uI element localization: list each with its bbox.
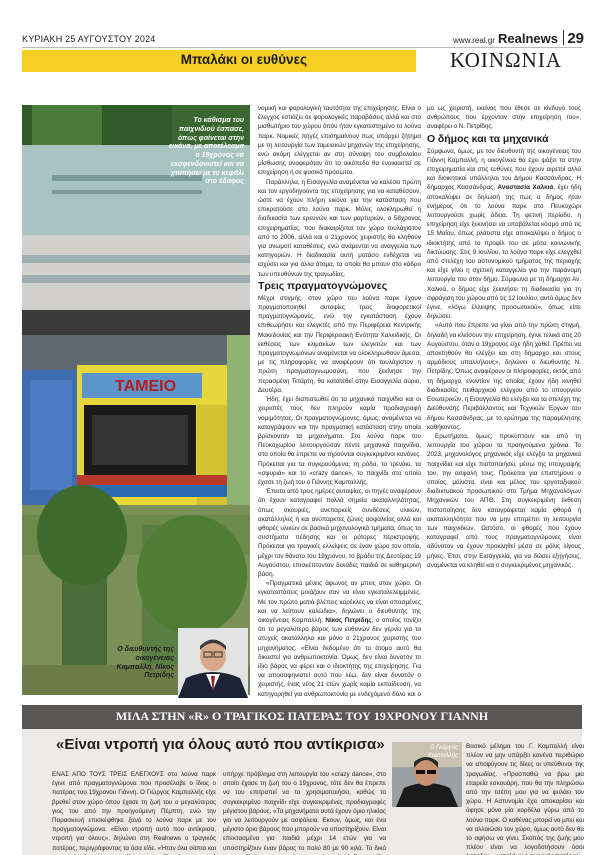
- masthead: [453, 31, 558, 46]
- paragraph: Ερωτήματα, όμως, προκύπτουν και από τη λειτουργία του χώρου τα προηγούμενα χρόνια. Το 2023, μηχανολόγος μηχανικός είχε ελέγξει τα μηχανικά παιχνίδια και είχε πιστοποιήσει, μέσω της υπογραφής του, την ασφαλή τους. Πρόκειται για επιστήμονα ο οποίος, μάλιστα, είναι και μέλος του εργοταξιακού διαδικτυακού προσωπικού στο Τμήμα Μηχανολόγων Μηχανικών του ΑΠΘ. Στη συγκεκριμένη έκθεση πιστοποίησης δεν καταγράφεται καμία φθορά ή ακαταλληλότητα που να μην επιτρέπει τη λειτουργία των παιχνιδιών. Ωστόσο, οι φθορές που έχουν καταγραφεί από τους πραγματογνώμονες είναι αδύνατον να έχουν προκληθεί μέσα σε μόλις λίγους μήνες. Έτσι, στην Εισαγγελία, για να δώσει εξηγήσεις, αναμένεται να κληθεί και ο συγκεκριμένος μηχανικός.: [427, 432, 581, 569]
- quote-text: ο οποίος τονίζει ότι το μεγαλύτερο βάρος των ευθυνών δεν γέρνει για τα ατυχείς ακατάλληλα και μόνο ο 21χρονος χειριστής του μηχανήματος. «Είναι δεδομένο ότι το άτομο αυτό θα δικαστεί για ανθρωποκτονία. Όμως, δεν είναι δυνατόν το ίδιο βάρος να φέρει και ο ιδιοκτήτης της επιχείρησης. Για να αποσαφηνιστεί αυτό που λέω, δεν είναι δυνατόν ο χειριστής, ένας νέος 21 ετών χωρίς καμία εκπαίδευση, να κατηγορηθεί για ανθρωποκτονία με ενδεχόμενο δόλο και ο: [258, 616, 421, 698]
- paragraph: Μέχρι στιγμής, στον χώρο του λούνα παρκ έχουν πραγματοποιηθεί αυτοψίες τρεις διαφορετικοί πραγματογνώμονες, ενώ την εγκατάσταση έχουν επιθεωρήσει και ελεγκτές από την Περιφέρεια Κεντρικής Μακεδονίας και την Περιφερειακή Ενότητα Χαλκιδικής. Οι εκθέσεις των κλιμακίων των ελεγκτών και των πραγματογνωμόνων αναμένεται να ολοκληρωθούν άμεσα, με τις πληροφορίες να αναφέρουν ότι τουλάχιστον η πρώτη πραγματογνωμοσύνη, που ξεκίνησε την περασμένη Τετάρτη, θα κατατεθεί στην Εισαγγελία αύριο, Δευτέρα.: [258, 294, 421, 394]
- portrait-caption: Ο διευθυντής της οικογένειας Καμπαλλή, Νίκος Πετρίδης: [116, 646, 174, 680]
- paragraph: νομική και φορολογική ταυτότητα της επιχείρησης. Είναι ο έλεγχος εστιάζει σε φορολογικές παραβάσεις αλλά και στο μισθωτήριο του χώρου όπου ήταν εγκατεστημένο το λούνα παρκ. Νομικές πηγές επισημαίνουν πως υπάρχει ζήτημα με τη λειτουργία των ταμειακών μηχανών της επιχείρησης, ενώ ακόμη ελέγχεται αν στη σύναψη του συμβολαίου μίσθωσης αναφερόταν ότι το οικόπεδο θα ενοικιαστεί σε επιχείρηση ή σε φυσικό πρόσωπο.: [258, 105, 421, 177]
- interview-quote: «Είναι ντροπή για όλους αυτό που αντίκρισα»: [56, 736, 385, 753]
- paragraph: «Πραγματικά μένεις άφωνος αν μπεις στον χώρο. Οι εγκαταστάσεις μοιάζουν σαν να είναι εγκαταλελειμμένες. Με τον πρώτο ματιά βλέπεις καρέκλες να είναι σπασμένες και να λείπουν καλώδια», δηλώνει ο διευθυντής της οικογένειας Καμπαλλή, Νίκος Πετρίδης, ο οποίος τονίζει ότι το μεγαλύτερο βάρος των ευθυνών δεν γέρνει για τα ατυχείς ακατάλληλα και μόνο ο 21χρονος χειριστής του μηχανήματος. «Είναι δεδομένο ότι το άτομο αυτό θα δικαστεί για ανθρωποκτονία. Όμως, δεν είναι δυνατόν το ίδιο βάρος να φέρει και ο ιδιοκτήτης της επιχείρησης. Για να αποσαφηνιστεί αυτό που λέω, δεν είναι δυνατόν ο χειριστής, ένας νέος 21 ετών χωρίς καμία εκπαίδευση, να κατηγορηθεί για ανθρωποκτονία με ενδεχόμενο δόλο και ο: [258, 579, 421, 699]
- issue-date: ΚΥΡΙΑΚΗ 25 ΑΥΓΟΥΣΤΟΥ 2024: [22, 34, 156, 44]
- interview-column-2: [223, 770, 386, 855]
- portrait-illustration: [178, 628, 248, 698]
- text: Σύμφωνα, όμως, με τον διευθυντή της οικογένειας του Γιάννη Καμπαλλή, η οικογένεια θα έχει ψάξει τα στην επιχειρηματία και στις ευθύνες που έχουν αιρετοί αλλά και διοικητικοί υπάλληλοι του Δήμου Κασσάνδρας. Η δήμαρχος Κασσάνδρας,: [427, 147, 581, 192]
- paragraph: Σύμφωνα, όμως, με τον διευθυντή της οικογένειας του Γιάννη Καμπαλλή, η οικογένεια θα έχει ψάξει τα στην επιχειρηματία και στις ευθύνες που έχουν αιρετοί αλλά και διοικητικοί υπάλληλοι του Δήμου Κασσάνδρας. Η δήμαρχος Κασσάνδρας, Αναστασία Χαλκιά, έχει ήδη αποκαλύψει σε δηλωσή της πως ο δήμος ήταν ενήμερος ότι το λούνα παρκ στο Πευκοχώρι λειτουργούσε χωρίς άδεια. Τη φετινή περίοδο, η επιχείρηση είχε ξεκινήσει να υποβάλεται κόσμο από τις 15 Μαΐου, όπως ρλάτιστα είχε αποκαλύψει ο δήμος ο ιδιοκτήτης από το προφίλ του σε μέσα κοινωνικής δικτύωσης. Στις 9 Ιουλίου, το λούνα παρκ είχε ελεγχθεί από στελέχη του αστυνομικού τμήματος της περιοχής και είχε γίνει η σχετική καταγγελία για την παράνομη λειτουργία του στον δήμο. Σύμφωνα με τη δήμαρχο Αν. Χαλκιά, ο δήμος είχε ξεκινήσει τη διαδικασία για τη σφράγιση του χώρου από τις 12 Ιουλίου, αυτό όμως δεν έγινε, «λόγω έλλειψης προσωπικού», όπως είπε δηλώσει.: [427, 147, 581, 321]
- interview-headline: ΜΙΛΑ ΣΤΗΝ «R» Ο ΤΡΑΓΙΚΟΣ ΠΑΤΕΡΑΣ ΤΟΥ 19ΧΡΟΝΟΥ ΓΙΑΝΝΗ: [115, 709, 489, 723]
- masthead-divider: [563, 30, 564, 45]
- quote-text: «Πραγματικά μένεις άφωνος αν μπεις στον χώρο. Οι εγκαταστάσεις μοιάζουν σαν να είναι εγκαταλελειμμένες. Με τον πρώτο ματιά βλέπεις καρέκλες να είναι σπασμένες και να λείπουν καλώδια», δηλώνει ο διευθυντής της οικογένειας Καμπαλλή,: [258, 580, 421, 624]
- section-title: ΚΟΙΝΩΝΙΑ: [450, 48, 562, 72]
- sign-text: ΤΑΜΕΙΟ: [115, 378, 177, 395]
- paragraph: Έπειτα από τρεις ημέρες αυτοψίας, οι πηγές αναφέρουν ότι έχουν καταγραφεί πολλά σημεία ακαταλληλότητας, όπως σκουριές, ανεπαρκείς συνδέσεις υλικών, ακατάλληλες ή και ανύπαρκτες ζώνες ασφαλείας αλλά και φθορές υλικών σε βασικά μηχανολογικά τμήματα, όπως τα συστήματα πέδησης και οι ρότορες περιστροφής. Πρόκειται για τραγικές ελλείψεις σε έναν χώρο τον οποίο, μέχρι τον θάνατο του 19χρονου, το βράδυ της Δευτέρας 19 Αυγούστου, επισκέπτονταν δεκάδες παιδιά σε καθημερινή βάση.: [258, 488, 421, 578]
- paragraph: υπήρχε πρόβλημα στη λειτουργία του «crazy dance», στο οποίο έχασε τη ζωή του ο 19χρονος, τότε δεν θα έπρεπε να του επιτραπεί να το χρησιμοποιήσει, καθώς το συγκεκριμένο παιχνίδι είχε συγκεκριμένες προδιαγραφές μέγιστου βάρους. «Τα μηχανήματα αυτά έχουν όριο ηλικίας για να λειτουργούν με ασφάλεια. Εκουν, όμως, και ένα μέγιστο όριο βάρους που μπορούν να υποστηρίξουν. Είναι επεκτασμένα για παιδιά μέχρι 14 ετών για να υποστηρίζουν έναν βάρος το πολύ 80 με 90 κιλά. Το δικό: [223, 771, 386, 852]
- page-number: 29: [567, 30, 584, 47]
- banner-title: Μπαλάκι οι ευθύνες: [180, 52, 307, 67]
- interview-column-1: [52, 770, 216, 855]
- site-url: www.real.gr: [453, 36, 495, 45]
- paragraph: Παράλληλα, η Εισαγγελία αναμένεται να καλέσει πρώτη και τον εργοδηγούντα της επιχείρησης για να καταθέσουν, ώστε να έχουν πλήρη εικόνα για την κατάσταση που επικρατούσε στο λούνα παρκ. Μόλις ολοκληρωθεί η διαδικασία των ερευνών και των μαρτυριών, ο 58χρονος επιχειρηματίας, που διακαιρίζεται τον χώρο τουλάχιστον από το 2006, αλλά και ο 21χρονος χειριστής θα κληθούν για ανωμοτί καταθέσεις, ενώ ανάμενται να αναγγελία των κατηγοριών. Η διαδικασία αυτή μοτάσο ενδέχεται να ισχύσει και για άλλα άτομα, τα οποία θα μπουν στο κάδρο των υπευθύνων της τραγωδίας.: [258, 178, 421, 278]
- paragraph: μο ως χειριστή, εκείνος που έθεσε σε κίνδυνο τους ανθρώπους που έρχονταν στην επιχείρηση του», αναφέρει ο Ν. Πετρίδης.: [427, 105, 581, 131]
- interview-portrait-caption: Ο Γιώργος Καμπαλλής: [427, 745, 458, 759]
- photo-caption: Το κάθισμα του παιχνιδιού έσπασε, όπως φαίνεται στην εικόνα, με αποτέλεσμα ο 19χρονος να εκσφενδονιστεί και να χτυπήσει με το κεφάλι στο έδαφος: [168, 117, 244, 186]
- brand-name: Realnews: [498, 31, 558, 46]
- paragraph: ΕΝΑΣ ΑΠΟ ΤΟΥΣ ΤΡΕΙΣ ΕΛΕΓΧΟΥΣ στο λούνα παρκ έγινε από πραγματογνώμονα που προσέλαβε ο ίδιος ο πατέρας του 19χρονου Γιάννη. Ο Γιώργος Καμπαλλής είχε βρεθεί στον χώρο όπου έχασε τη ζωή του ο μεγαλύτερος γιος του από την προηγούμενη Πέμπτη, ενώ την Παρασκευή επισκέφθηκε ξανά το λούνα παρκ με τον πραγματογνώμονα. «Είναι ντροπή αυτό που αντίκρισα, ντροπή για όλους», δηλώνει στη Realnews ο τραγικός πατέρας, περιγράφοντας τα όσα είδε. «Ήταν όλα σάπια και: [52, 771, 216, 852]
- person-name: Αναστασία Χαλκιά: [497, 184, 554, 192]
- text: έχει ήδη αποκαλύψει σε δηλωσή της πως ο δήμος ήταν ενήμερος ότι το λούνα παρκ στο Πευκοχώρι λειτουργούσε χωρίς άδεια. Τη φετινή περίοδο, η επιχείρηση είχε ξεκινήσει να υποβάλεται κόσμο από τις 15 Μαΐου, όπως ρλάτιστα είχε αποκαλύψει ο δήμος ο ιδιοκτήτης από το προφίλ του σε μέσα κοινωνικής δικτύωσης. Στις 9 Ιουλίου, το λούνα παρκ είχε ελεγχθεί από στελέχη του αστυνομικού τμήματος της περιοχής και είχε γίνει η σχετική καταγγελία για την παράνομη λειτουργία του στον δήμο. Σύμφωνα με τη δήμαρχο Αν. Χαλκιά, ο δήμος είχε ξεκινήσει τη διαδικασία για τη σφράγιση του χώρου από τις 12 Ιουλίου, αυτό όμως δεν έγινε, «λόγω έλλειψης προσωπικού», όπως είπε δηλώσει.: [427, 184, 581, 321]
- paragraph: «Αυτό που έπρεπε να γίνει από την πρώτη στιγμή, δηλαδή να κλείσουν την επιχείρηση, έγινε τελικά στις 20 Αυγούστου, όταν ο 19χρονος είχε ήδη χαθεί. Πρέπει να αποκτηθούν θα ελέγξει και στη δήμαρχο και στους αρμόδιους υπαλλήλους», δηλώνει ο διευθυντής Ν. Πετρίδης. Όπως αναφέρουν οι πληροφορίες, εκτός από τη δήμαρχο, εναντίον της οποίας έχουν ήδη κινηθεί διαδικασίες πειθαρχικού ελέγχου από το υπουργείο Εσωτερικών, η Εισαγγελία θα ελέγξει και τα στελέχη της Διεύθυνσης Περιβάλλοντος και Τεχνικών Έργων του δήμου Κασσάνδρας, με το ερώτημα της παραμέλησης καθήκοντος.: [427, 322, 581, 431]
- person-name: Νίκος Πετρίδης: [325, 616, 372, 624]
- subheading: Ο δήμος και τα μηχανικά: [427, 132, 549, 145]
- interview-column-3: [466, 742, 584, 855]
- article-column-3: [427, 104, 581, 699]
- paragraph: Βασικό μέλημα του Γ. Καμπαλλή είναι πλέον να μην υπάρξει κανένα περιθώριο να αποφύγουν τις δίκες οι υπεύθυνοι της τραγωδίας. «Προσπαθώ να βρω μια εταιρεία εσκουάρη, που θα την πληρώσω από την τσέπη μου για να φυλάει τον χώρο. Η Αστυνομία έχει αποκαρίσει και άφησε μόνο μία κορδέλα γύρω από το λούνα παρκ. Ο καθένας μπορεί να μπει και να αλλοιώσει τον χώρο, όμως αυτό δεν θα το αφήσω να γίνει. Σκοπός της ζωής μου πλέον είναι να λογοδοτήσουν όσοι: [466, 743, 584, 852]
- amusement-park-photo: [22, 105, 250, 695]
- paragraph: Ήδη, έχει διαπιστωθεί ότι τα μηχανικά παιχνίδια και οι χειριστές τους δεν πληρούν καμία προδιαγραφή νομιμότητας. Οι πραγματογνώμονες, όμως, αναμένεται να καταγράψουν και την πραγματική κατάσταση στην οποία βρίσκονταν τα μηχανήματα. Στο λούνα παρκ του Πευκοχωρίου λειτουργούσαν πέντε μηχανικά παιχνίδια, στα οποία θα έπρεπε να τηρούνται συγκεκριμένοι κανόνες. Πρόκειται για τα συγκρουόμενα, τη ρόδα, το τρενάκι, τα «σφυριά» και το «crazy dance», το παιχνίδι στο οποίο έχασε τη ζωή του ο Γιάννης Καμπαλλής.: [258, 396, 421, 486]
- subheading: Τρεις πραγματογνώμονες: [258, 279, 388, 292]
- photo-illustration: [22, 105, 250, 695]
- article-column-2: [258, 104, 421, 699]
- petridis-portrait: [178, 628, 248, 698]
